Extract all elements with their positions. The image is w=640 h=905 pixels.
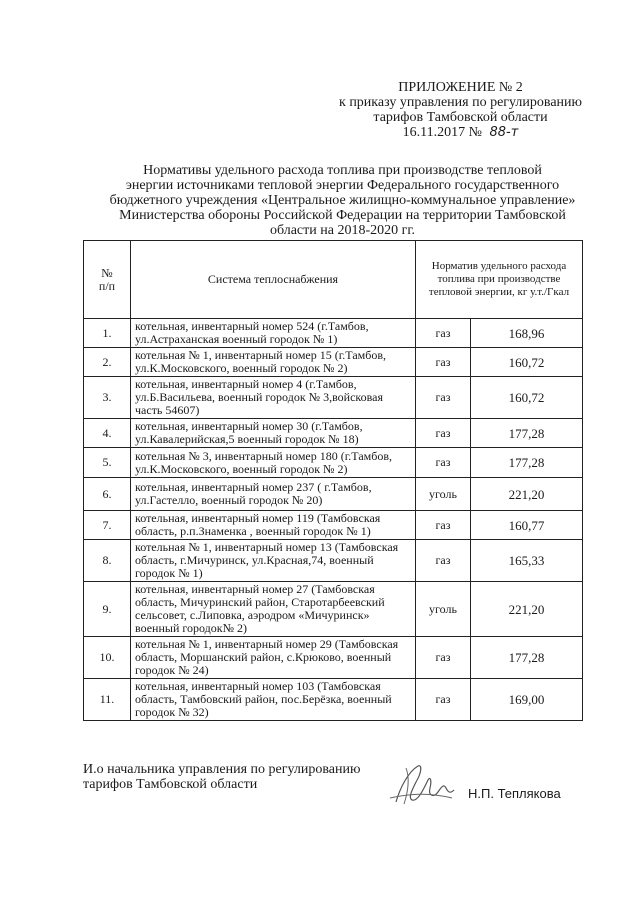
header-no: № п/п	[84, 241, 131, 319]
norm-value: 169,00	[471, 679, 583, 721]
row-number: 4.	[84, 419, 131, 448]
norm-value: 221,20	[471, 478, 583, 511]
heating-system: котельная, инвентарный номер 4 (г.Тамбов, ул.Б.Васильева, военный городок № 3,войсковая часть 54607)	[131, 377, 416, 419]
heating-system: котельная, инвентарный номер 119 (Тамбовская область, р.п.Знаменка , военный городок № 1)	[131, 511, 416, 540]
heating-system: котельная № 1, инвентарный номер 15 (г.Тамбов, ул.К.Московского, военный городок № 2)	[131, 348, 416, 377]
norm-value: 160,72	[471, 377, 583, 419]
table-row	[84, 679, 583, 721]
heating-system: котельная, инвентарный номер 27 (Тамбовская область, Мичуринский район, Старотарбеевский сельсовет, с.Липовка, аэродром «Мичуринск» военный городок№ 2)	[131, 582, 416, 637]
header-system: Система теплоснабжения	[131, 241, 416, 319]
norm-value: 177,28	[471, 637, 583, 679]
norm-value: 165,33	[471, 540, 583, 582]
row-number: 5.	[84, 448, 131, 478]
norm-value: 160,72	[471, 348, 583, 377]
appendix-header	[339, 80, 582, 140]
title-line: области на 2018-2020 гг.	[269, 223, 416, 238]
table-row	[84, 540, 583, 582]
row-number: 8.	[84, 540, 131, 582]
heating-system: котельная, инвентарный номер 30 (г.Тамбов, ул.Кавалерийская,5 военный городок № 18)	[131, 419, 416, 448]
fuel-type: уголь	[416, 478, 471, 511]
row-number: 1.	[84, 319, 131, 348]
fuel-type: газ	[416, 511, 471, 540]
row-number: 10.	[84, 637, 131, 679]
position-line: И.о начальника управления по регулированию	[83, 762, 361, 777]
appendix-heading: ПРИЛОЖЕНИЕ № 2	[398, 80, 523, 95]
table-row	[84, 478, 583, 511]
table-header-row	[84, 241, 583, 319]
heating-system: котельная № 1, инвентарный номер 29 (Тамбовская область, Моршанский район, с.Крюково, военный городок № 24)	[131, 637, 416, 679]
table-row	[84, 377, 583, 419]
handwritten-signature	[378, 758, 460, 812]
order-number-handwritten: 88-т	[489, 125, 519, 140]
table-row	[84, 348, 583, 377]
appendix-date: 16.11.2017 №	[402, 125, 483, 140]
fuel-type: газ	[416, 377, 471, 419]
table-row	[84, 419, 583, 448]
table-body	[84, 319, 583, 721]
heating-system: котельная, инвентарный номер 103 (Тамбовская область, Тамбовский район, пос.Берёзка, военный городок № 32)	[131, 679, 416, 721]
signatory-position	[83, 762, 360, 792]
title-line: энергии источниками тепловой энергии Федерального государственного	[125, 178, 560, 193]
appendix-order-line: к приказу управления по регулированию	[339, 95, 582, 110]
norm-value: 177,28	[471, 448, 583, 478]
header-norm: Норматив удельного расхода топлива при производстве тепловой энергии, кг у.т./Гкал	[416, 241, 583, 319]
row-number: 11.	[84, 679, 131, 721]
fuel-type: газ	[416, 448, 471, 478]
fuel-type: газ	[416, 348, 471, 377]
table-row	[84, 582, 583, 637]
title-line: бюджетного учреждения «Центральное жилищно-коммунальное управление»	[109, 193, 576, 208]
title-line: Министерства обороны Российской Федерации на территории Тамбовской	[119, 208, 566, 223]
heating-system: котельная № 1, инвентарный номер 13 (Тамбовская область, г.Мичуринск, ул.Красная,74, военный городок № 1)	[131, 540, 416, 582]
heating-system: котельная № 3, инвентарный номер 180 (г.Тамбов, ул.К.Московского, военный городок № 2)	[131, 448, 416, 478]
appendix-date-line	[339, 125, 582, 140]
fuel-type: газ	[416, 319, 471, 348]
row-number: 9.	[84, 582, 131, 637]
row-number: 3.	[84, 377, 131, 419]
heating-system: котельная, инвентарный номер 237 ( г.Тамбов, ул.Гастелло, военный городок № 20)	[131, 478, 416, 511]
position-line: тарифов Тамбовской области	[83, 777, 258, 792]
norm-value: 221,20	[471, 582, 583, 637]
fuel-type: газ	[416, 419, 471, 448]
table-row	[84, 511, 583, 540]
fuel-type: газ	[416, 679, 471, 721]
appendix-authority-line: тарифов Тамбовской области	[373, 110, 548, 125]
table-row	[84, 319, 583, 348]
title-line: Нормативы удельного расхода топлива при производстве тепловой	[143, 163, 542, 178]
norm-value: 177,28	[471, 419, 583, 448]
fuel-type: уголь	[416, 582, 471, 637]
row-number: 6.	[84, 478, 131, 511]
norms-table	[83, 240, 583, 721]
signer-name: Н.П. Теплякова	[468, 786, 561, 801]
table-row	[84, 448, 583, 478]
row-number: 2.	[84, 348, 131, 377]
table-row	[84, 637, 583, 679]
fuel-type: газ	[416, 637, 471, 679]
row-number: 7.	[84, 511, 131, 540]
heating-system: котельная, инвентарный номер 524 (г.Тамбов, ул.Астраханская военный городок № 1)	[131, 319, 416, 348]
document-title	[100, 163, 585, 238]
fuel-type: газ	[416, 540, 471, 582]
norm-value: 168,96	[471, 319, 583, 348]
norm-value: 160,77	[471, 511, 583, 540]
